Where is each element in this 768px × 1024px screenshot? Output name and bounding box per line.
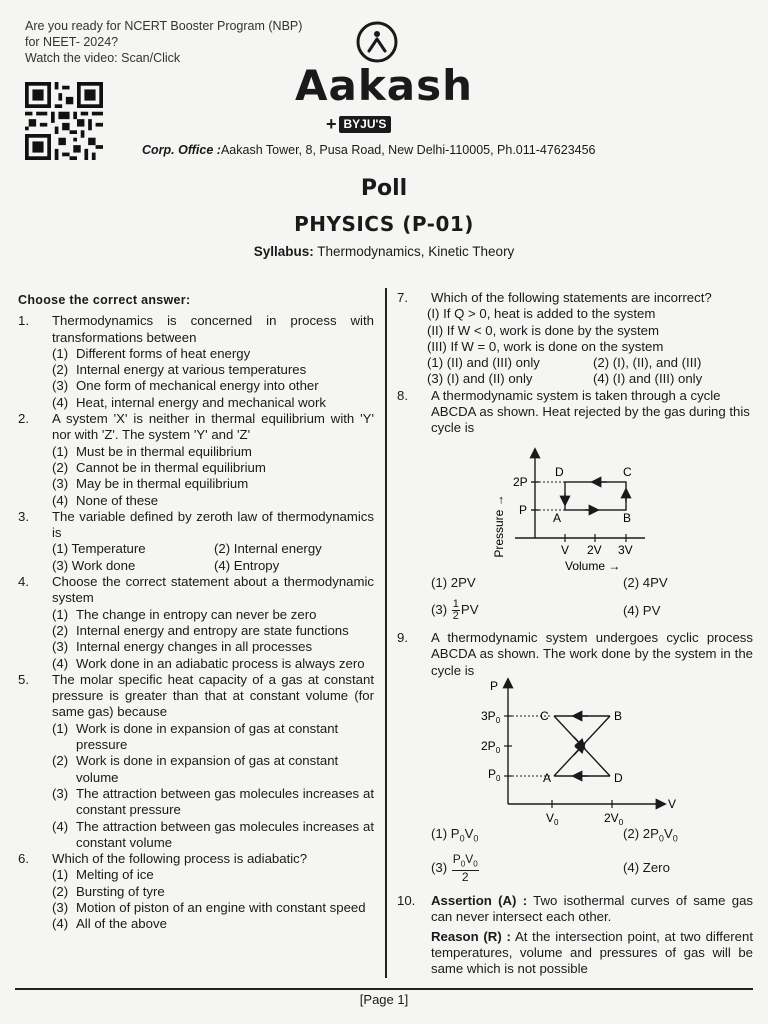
reason-label: Reason (R) :	[431, 928, 511, 944]
question-1: 1. Thermodynamics is concerned in process with transformations between (1) Different forms of heat energy (2) Internal energy at various temperatures (3) One form of mechanical energy into other (4) Heat, internal energy and mechanical work	[18, 313, 374, 410]
option[interactable]: Heat, internal energy and mechanical work	[76, 394, 326, 410]
instruction: Choose the correct answer:	[18, 293, 191, 307]
question-8: 8. A thermodynamic system is taken through a cycle ABCDA as shown. Heat rejected by the gas during this cycle is	[397, 387, 750, 436]
option[interactable]: (1) (II) and (III) only	[427, 355, 540, 371]
corp-label: Corp. Office :	[142, 143, 221, 157]
column-divider	[385, 288, 387, 978]
left-column	[18, 292, 374, 933]
syllabus	[0, 244, 768, 259]
x-axis-label: V	[668, 797, 676, 811]
option[interactable]: Cannot be in thermal equilibrium	[76, 459, 266, 475]
option[interactable]: (1) Temperature	[52, 541, 146, 557]
point-label: B	[614, 709, 623, 723]
option[interactable]: Bursting of tyre	[76, 883, 165, 899]
point-label: A	[553, 511, 562, 525]
x-tick-label: 2V	[587, 543, 602, 557]
aakash-logo-icon	[355, 20, 399, 64]
option[interactable]: Internal energy at various temperatures	[76, 362, 307, 378]
point-label: D	[555, 465, 564, 479]
qr-code-icon[interactable]	[25, 82, 103, 160]
statement: (III) If W = 0, work is done on the system	[427, 338, 664, 354]
option[interactable]: (2) $2P_0V_0$	[623, 826, 678, 844]
question-text: The molar specific heat capacity of a gas at constant pressure is greater than that at constant volume (for same gas) because	[52, 671, 374, 720]
x-tick-label: V	[561, 543, 570, 557]
y-axis-label: Pressure →	[492, 494, 506, 558]
point-label: B	[623, 511, 632, 525]
syllabus-topics: Thermodynamics, Kinetic Theory	[317, 244, 515, 259]
question-text: A thermodynamic system is taken through a cycle ABCDA as shown. Heat rejected by the gas during this cycle is	[431, 387, 750, 436]
option[interactable]: Work is done in expansion of gas at constant volume	[76, 753, 339, 785]
statement: (I) If Q > 0, heat is added to the system	[427, 306, 656, 322]
svg-text:3P0: $3P_0$	[481, 709, 501, 725]
statement: (II) If W < 0, work is done by the system	[427, 322, 659, 338]
option[interactable]: Melting of ice	[76, 867, 154, 883]
option[interactable]: (4) Entropy	[214, 557, 280, 573]
option[interactable]: (1) $P_0V_0$	[431, 826, 479, 844]
q8-pv-diagram	[485, 446, 665, 576]
q9-options	[431, 826, 753, 884]
option[interactable]: None of these	[76, 492, 159, 508]
option[interactable]: All of the above	[76, 916, 167, 932]
option[interactable]: Different forms of heat energy	[76, 345, 251, 361]
question-text: The variable defined by zeroth law of thermodynamics is	[52, 508, 374, 541]
corp-address: Aakash Tower, 8, Pusa Road, New Delhi-110005, Ph.011-47623456	[220, 143, 596, 157]
option[interactable]: The attraction between gas molecules increases at constant volume	[76, 818, 374, 850]
svg-text:V0: $V_0$	[546, 811, 559, 826]
partner-badge: + BYJU'S	[326, 114, 391, 135]
option[interactable]: (3) $\frac{P_0V_0}{2}$	[431, 851, 478, 885]
option[interactable]: (4) PV	[623, 602, 661, 618]
assertion-text: Two isothermal curves of same gas can never intersect each other.	[431, 893, 753, 925]
question-2: 2. A system 'X' is neither in thermal equilibrium with 'Y' nor with 'Z'. The system 'Y' and 'Z' (1) Must be in thermal equilibrium (2) Cannot be in thermal equilibrium (3) May be in thermal equilibrium (4) None of these	[18, 411, 374, 508]
reason-text: At the intersection point, at two different temperatures, volume and pressures of gas will be same which is not possible	[431, 928, 753, 977]
promo-line-1: Are you ready for NCERT Booster Program (NBP)	[25, 19, 303, 33]
option[interactable]: Work is done in expansion of gas at constant pressure	[76, 720, 339, 753]
y-tick-label: 2P	[513, 475, 528, 489]
option[interactable]: (2) Internal energy	[214, 541, 322, 557]
page-number: [Page 1]	[359, 992, 409, 1007]
page-title: Poll	[360, 176, 408, 201]
question-9: 9. A thermodynamic system undergoes cyclic process ABCDA as shown. The work done by the system in the cycle is	[397, 630, 753, 678]
option[interactable]: (4) (I) and (III) only	[593, 371, 703, 387]
question-text: Thermodynamics is concerned in process with transformations between	[52, 313, 374, 345]
x-tick-label: 3V	[618, 543, 633, 557]
syllabus-label: Syllabus:	[253, 244, 314, 259]
question-text: A thermodynamic system undergoes cyclic process ABCDA as shown. The work done by the system in the cycle is	[431, 630, 753, 678]
option[interactable]: Must be in thermal equilibrium	[76, 443, 252, 459]
svg-text:P0: $P_0$	[488, 767, 501, 783]
svg-text:2P0: $2P_0$	[481, 739, 501, 755]
option[interactable]: Work done in an adiabatic process is always zero	[76, 655, 365, 671]
y-tick-label: P	[519, 503, 528, 517]
x-axis-label: Volume →	[565, 559, 621, 573]
question-3: 3. The variable defined by zeroth law of thermodynamics is (1) Temperature (2) Internal energy (3) Work done (4) Entropy	[18, 508, 374, 573]
option[interactable]: (1) 2PV	[431, 575, 476, 590]
assertion-label: Assertion (A) :	[431, 893, 528, 908]
question-text: Which of the following statements are incorrect?	[431, 290, 712, 305]
option[interactable]: (2) (I), (II), and (III)	[593, 355, 702, 371]
subject-title: PHYSICS (P-01)	[294, 212, 474, 236]
right-column	[397, 290, 753, 437]
point-label: C	[540, 709, 549, 723]
footer-divider	[15, 988, 753, 990]
option[interactable]: (3) Work done	[52, 557, 136, 573]
question-5: 5. The molar specific heat capacity of a gas at constant pressure is greater than that at constant volume (for same gas) because (1) Work is done in expansion of gas at constant pressure (2) Work is done in expansion of gas at constant volume (3) The attraction between gas molecules increases at constant pressure (4) The attraction between gas molecules increases at constant volume	[18, 671, 374, 850]
question-4: 4. Choose the correct statement about a thermodynamic system (1) The change in entropy can never be zero (2) Internal energy and entropy are state functions (3) Internal energy changes in all processes (4) Work done in an adiabatic process is always zero	[18, 574, 374, 671]
option[interactable]: (3) (I) and (II) only	[427, 371, 533, 387]
svg-text:2V0: $2V_0$	[604, 811, 624, 826]
option[interactable]: The change in entropy can never be zero	[76, 606, 317, 622]
question-text: Choose the correct statement about a thermodynamic system	[52, 574, 374, 606]
cycle-abcd	[565, 482, 626, 510]
y-axis-label: P	[490, 679, 499, 693]
q8-options	[431, 575, 753, 622]
promo-text	[25, 18, 302, 66]
corp-office	[142, 143, 596, 157]
point-label: D	[614, 771, 623, 785]
option[interactable]: The attraction between gas molecules increases at constant pressure	[76, 785, 374, 818]
q9-pv-diagram	[476, 676, 676, 826]
option[interactable]: Motion of piston of an engine with constant speed	[76, 899, 366, 915]
question-text: Which of the following process is adiabatic?	[52, 851, 308, 867]
option[interactable]: (2) 4PV	[623, 575, 668, 590]
option[interactable]: Internal energy changes in all processes	[76, 639, 313, 655]
option[interactable]: One form of mechanical energy into other	[76, 378, 319, 394]
option[interactable]: Internal energy and entropy are state functions	[76, 622, 349, 638]
question-7: 7. Which of the following statements are incorrect? (I) If Q > 0, heat is added to the system (II) If W < 0, work is done by the system (III) If W = 0, work is done on the system (1) (II) and (III) only (2) (I), (II), and (III) (3) (I) and (II) only (4) (I) and (III) only	[397, 290, 753, 388]
question-text: A system 'X' is neither in thermal equilibrium with 'Y' nor with 'Z'. The system 'Y' and 'Z'	[52, 411, 374, 443]
partner-name: BYJU'S	[339, 116, 392, 133]
promo-line-3[interactable]: Watch the video: Scan/Click	[25, 51, 181, 65]
point-label: A	[543, 771, 552, 785]
option[interactable]: (3) $\frac{1}{2}$ PV	[431, 598, 479, 623]
question-6: 6. Which of the following process is adiabatic? (1) Melting of ice (2) Bursting of tyre (3) Motion of piston of an engine with constant speed (4) All of the above	[18, 851, 366, 932]
question-10: 10. Assertion (A) : Two isothermal curves of same gas can never intersect each other. Reason (R) : At the intersection point, at two different temperatures, volume and pressures of gas will be same which is not possible	[397, 893, 753, 977]
option[interactable]: May be in thermal equilibrium	[76, 476, 249, 492]
option[interactable]: (4) Zero	[623, 860, 670, 876]
brand-name: Aakash	[295, 61, 474, 110]
point-label: C	[623, 465, 632, 479]
promo-line-2: for NEET- 2024?	[25, 35, 119, 49]
